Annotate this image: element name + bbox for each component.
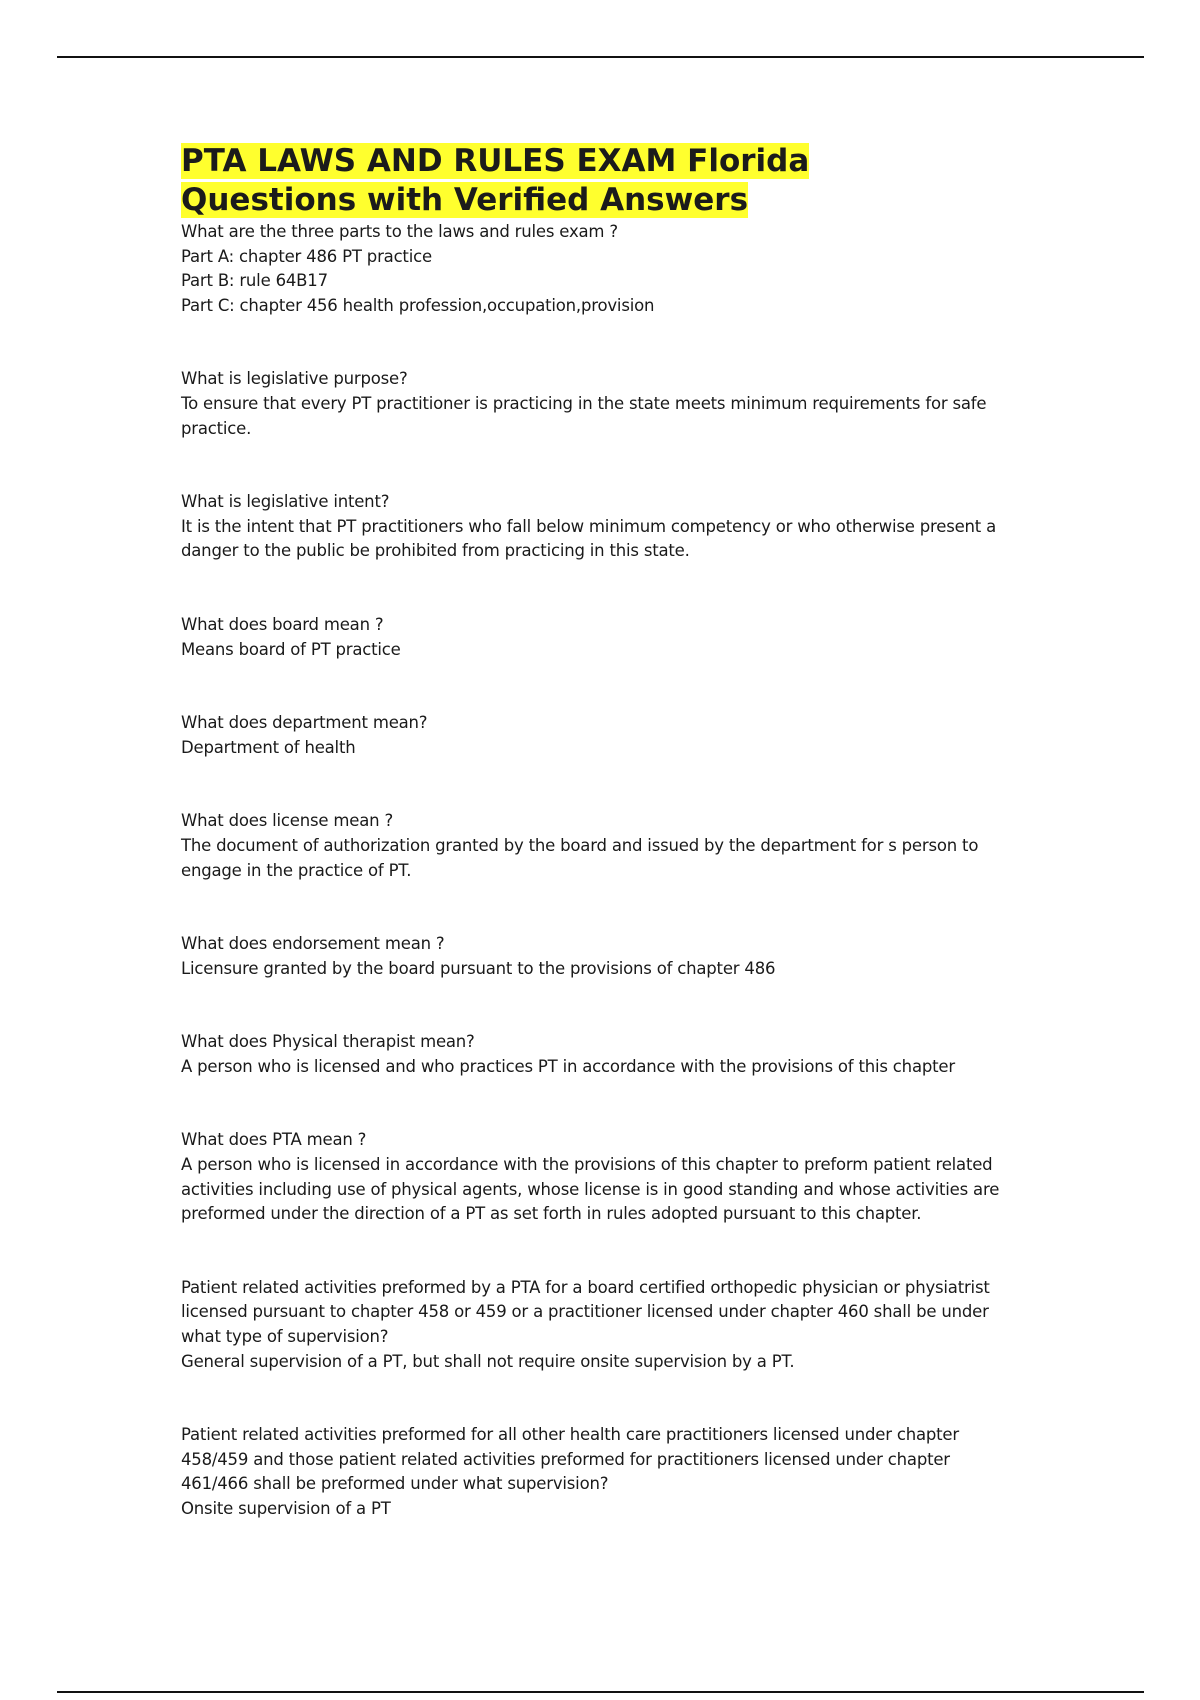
section-gap	[181, 564, 1031, 613]
qa-item	[181, 809, 1031, 883]
qa-intro	[181, 220, 1031, 318]
qa-line: To ensure that every PT practitioner is practicing in the state meets minimum requirements for safe	[181, 393, 987, 413]
qa-line: What does board mean ?	[181, 614, 384, 634]
qa-line: engage in the practice of PT.	[181, 860, 412, 880]
answer-line: Part C: chapter 456 health profession,occupation,provision	[181, 295, 655, 315]
answer-line: Part A: chapter 486 PT practice	[181, 246, 432, 266]
section-gap	[181, 883, 1031, 932]
qa-line: The document of authorization granted by the board and issued by the department for s person to	[181, 835, 979, 855]
section-gap	[181, 441, 1031, 490]
qa-line: Patient related activities preformed for all other health care practitioners licensed under chapter	[181, 1425, 959, 1445]
section-gap	[181, 981, 1031, 1030]
qa-line: What does PTA mean ?	[181, 1130, 367, 1150]
qa-line: General supervision of a PT, but shall not require onsite supervision by a PT.	[181, 1351, 795, 1371]
title-line-2: Questions with Verified Answers	[181, 182, 749, 218]
section-gap	[181, 662, 1031, 711]
qa-line: What is legislative purpose?	[181, 369, 408, 389]
qa-line: what type of supervision?	[181, 1327, 389, 1347]
qa-line: preformed under the direction of a PT as set forth in rules adopted pursuant to this chapter.	[181, 1204, 922, 1224]
section-gap	[181, 318, 1031, 367]
qa-line: 461/466 shall be preformed under what supervision?	[181, 1474, 609, 1494]
document-body	[181, 142, 1031, 1522]
qa-line: Means board of PT practice	[181, 639, 401, 659]
qa-line: A person who is licensed in accordance with the provisions of this chapter to preform patient related	[181, 1155, 993, 1175]
qa-list	[181, 318, 1031, 1521]
qa-line: It is the intent that PT practitioners who fall below minimum competency or who otherwise present a	[181, 516, 997, 536]
section-gap	[181, 760, 1031, 809]
qa-item	[181, 1423, 1031, 1521]
qa-item	[181, 711, 1031, 760]
qa-line: activities including use of physical agents, whose license is in good standing and whose activities are	[181, 1179, 1000, 1199]
qa-line: What does Physical therapist mean?	[181, 1032, 475, 1052]
qa-item	[181, 613, 1031, 662]
qa-line: 458/459 and those patient related activities preformed for practitioners licensed under chapter	[181, 1449, 950, 1469]
qa-line: Onsite supervision of a PT	[181, 1499, 391, 1518]
title-line-1: PTA LAWS AND RULES EXAM Florida	[181, 143, 810, 179]
qa-line: practice.	[181, 418, 252, 438]
section-gap	[181, 1079, 1031, 1128]
qa-line: A person who is licensed and who practices PT in accordance with the provisions of this chapter	[181, 1056, 955, 1076]
question-text: What are the three parts to the laws and rules exam ?	[181, 222, 618, 241]
qa-item	[181, 367, 1031, 441]
qa-line: What does department mean?	[181, 713, 428, 733]
answer-line: Part B: rule 64B17	[181, 271, 328, 291]
section-gap	[181, 1227, 1031, 1276]
qa-item	[181, 1276, 1031, 1374]
qa-line: danger to the public be prohibited from practicing in this state.	[181, 541, 690, 561]
qa-line: What does license mean ?	[181, 811, 393, 831]
qa-line: What is legislative intent?	[181, 492, 390, 512]
section-gap	[181, 1374, 1031, 1423]
qa-item	[181, 1128, 1031, 1226]
qa-item	[181, 932, 1031, 981]
qa-item	[181, 490, 1031, 564]
qa-line: What does endorsement mean ?	[181, 934, 445, 954]
footer-rule	[57, 1691, 1144, 1693]
qa-line: Licensure granted by the board pursuant to the provisions of chapter 486	[181, 958, 776, 978]
qa-item	[181, 1030, 1031, 1079]
qa-line: Department of health	[181, 737, 356, 757]
qa-line: Patient related activities preformed by a PTA for a board certified orthopedic physician or physiatrist	[181, 1277, 990, 1297]
document-title	[181, 142, 1031, 220]
qa-line: licensed pursuant to chapter 458 or 459 or a practitioner licensed under chapter 460 shall be under	[181, 1302, 989, 1322]
header-rule	[57, 56, 1144, 58]
